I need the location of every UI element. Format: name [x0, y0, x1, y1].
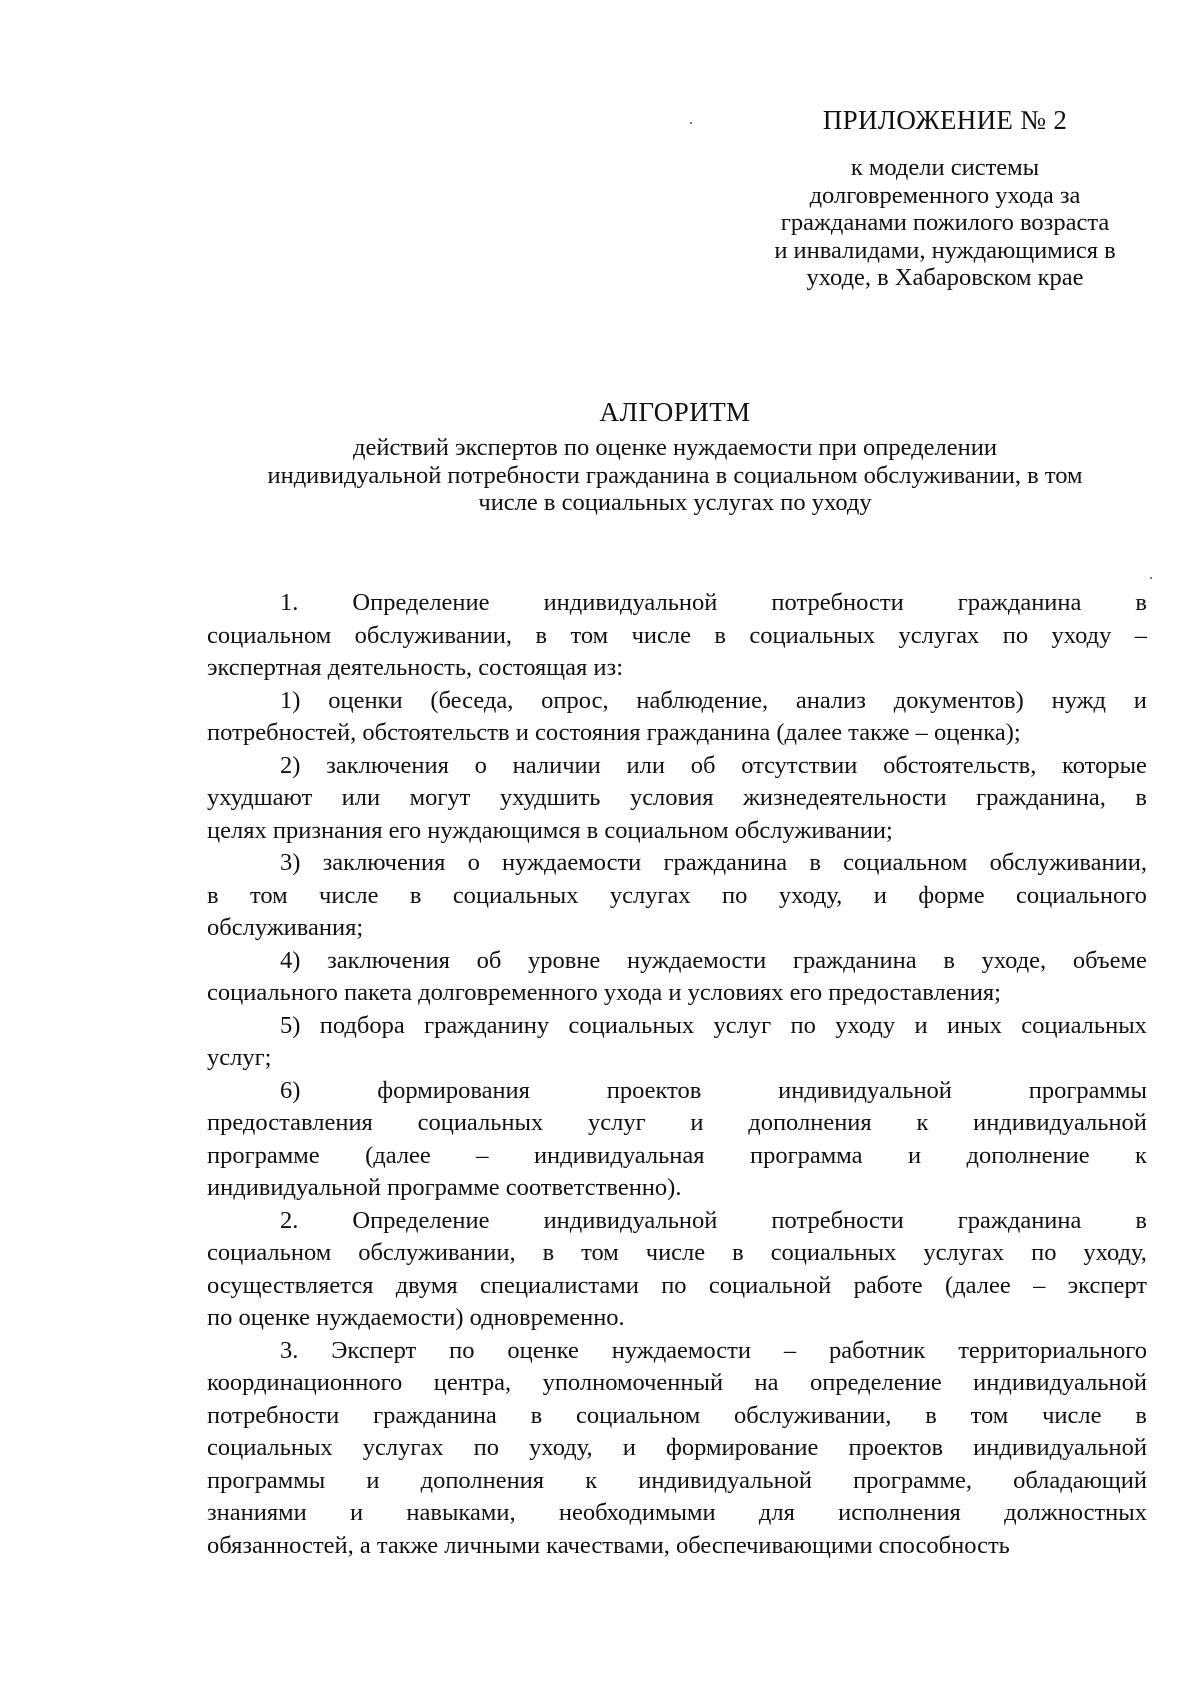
word: в — [530, 1401, 543, 1429]
word: иных — [946, 1011, 1002, 1039]
word: социальных — [452, 881, 579, 909]
word: 2) — [280, 751, 301, 779]
word: уровне — [528, 946, 601, 974]
word: индивидуальной — [973, 1434, 1147, 1461]
word: дополнения — [748, 1109, 872, 1136]
word: и — [1133, 686, 1147, 714]
paragraph-line — [207, 1075, 1147, 1108]
word: специалистами — [479, 1271, 639, 1299]
paragraph-line: социального пакета долговременного ухода и условиях его предоставления; — [207, 979, 1001, 1006]
word: необходимыми — [558, 1499, 716, 1526]
word: в — [207, 881, 219, 909]
word: которые — [1062, 751, 1147, 779]
word: (далее — [945, 1271, 1011, 1299]
paragraph — [207, 750, 1147, 848]
paragraph-line — [207, 1107, 1147, 1140]
word: и — [622, 1434, 636, 1461]
word: нуждаемости — [611, 1336, 751, 1364]
word: в — [535, 621, 548, 649]
word: уполномоченный — [542, 1369, 724, 1396]
word: знаниями — [207, 1499, 307, 1526]
word: Эксперт — [331, 1336, 417, 1364]
paragraph-line — [207, 880, 1147, 913]
word: об — [690, 751, 716, 779]
word: в — [1135, 589, 1147, 616]
word: по — [449, 1336, 475, 1364]
word: определение — [810, 1369, 942, 1396]
appendix-line: уходе, в Хабаровском крае — [806, 264, 1084, 291]
word: для — [758, 1499, 795, 1526]
paragraph — [207, 945, 1147, 1010]
word: гражданину — [424, 1011, 550, 1039]
word: на — [754, 1369, 779, 1396]
word: нужд — [1051, 686, 1107, 714]
word: работник — [828, 1336, 926, 1364]
word: и — [907, 1141, 922, 1169]
word: наличии — [512, 751, 601, 779]
word: отсутствии — [741, 751, 858, 779]
word: социальных — [417, 1109, 544, 1136]
word: социальных — [568, 1011, 695, 1039]
word: социальном — [575, 1401, 701, 1429]
word: об — [476, 946, 502, 974]
word: программе — [207, 1141, 320, 1169]
word: по — [790, 1011, 816, 1039]
word: и — [914, 1011, 928, 1039]
word: форме — [918, 881, 985, 909]
word: потребности — [771, 589, 904, 616]
word: по — [1031, 1239, 1057, 1266]
word: обслуживании, — [989, 849, 1147, 876]
word: потребности — [207, 1401, 340, 1429]
word: к — [1135, 1141, 1147, 1169]
word: в — [809, 849, 821, 876]
document-subtitle — [200, 434, 1150, 517]
word: проектов — [848, 1434, 944, 1461]
word: 4) — [280, 946, 301, 974]
word: наблюдение, — [636, 686, 769, 714]
word: том — [249, 881, 288, 909]
paragraph — [207, 847, 1147, 945]
word: заключения — [322, 849, 446, 876]
paragraph-line — [207, 1205, 1147, 1238]
word: 5) — [280, 1011, 301, 1039]
word: программы — [1028, 1076, 1147, 1104]
word: центра, — [433, 1369, 512, 1396]
subtitle-line: действий экспертов по оценке нуждаемости при определении — [353, 434, 997, 461]
word: дополнения — [420, 1466, 545, 1494]
paragraph-line — [207, 782, 1147, 815]
paragraph-line — [207, 1400, 1147, 1433]
word: программе, — [853, 1466, 972, 1494]
paragraph-line — [207, 1465, 1147, 1498]
word: к — [585, 1466, 598, 1494]
word: в — [925, 1401, 937, 1429]
word: обстоятельств, — [883, 751, 1037, 779]
paragraph-line: услуг; — [207, 1044, 272, 1071]
word: в — [1135, 1206, 1147, 1234]
word: предоставления — [207, 1109, 373, 1136]
word: объеме — [1072, 946, 1147, 974]
word: индивидуальной — [778, 1076, 952, 1104]
subtitle-line: индивидуальной потребности гражданина в социальном обслуживании, в том — [267, 461, 1083, 489]
paragraph-line: обязанностей, а также личными качествами, обеспечивающими способность — [207, 1531, 1010, 1559]
word: том — [581, 1239, 619, 1266]
appendix-title: ПРИЛОЖЕНИЕ № 2 — [822, 105, 1068, 135]
word: исполнения — [838, 1499, 961, 1526]
word: в — [943, 946, 955, 974]
word: уходу — [835, 1011, 896, 1039]
word: уходу, — [778, 881, 843, 909]
word: по — [473, 1434, 500, 1461]
paragraph-line: потребностей, обстоятельств и состояния гражданина (далее также – оценка); — [207, 719, 1021, 746]
word: формирование — [666, 1434, 819, 1461]
word: услуг — [587, 1109, 646, 1136]
word: Определение — [352, 1206, 490, 1234]
word: гражданина, — [976, 784, 1106, 811]
word: 1) — [280, 686, 301, 714]
word: индивидуальной — [543, 589, 718, 616]
word: индивидуальная — [533, 1141, 705, 1169]
word: – — [1033, 1271, 1046, 1299]
appendix-line: долговременного ухода за — [809, 181, 1081, 209]
word: социальном — [207, 621, 332, 649]
word: нуждаемости — [627, 946, 767, 974]
word: социальном — [207, 1239, 332, 1266]
word: или — [626, 751, 665, 779]
word: обслуживании, — [358, 1239, 516, 1266]
subtitle-line: числе в социальных услугах по уходу — [478, 489, 872, 516]
word: обслуживании, — [354, 621, 513, 649]
word: уходу — [1051, 621, 1112, 649]
word: социальных — [207, 1434, 333, 1461]
word: 3) — [280, 849, 301, 876]
word: индивидуальной — [973, 1109, 1147, 1136]
word: проектов — [606, 1076, 702, 1104]
paragraph-line — [207, 1367, 1147, 1400]
word: гражданина — [957, 589, 1082, 616]
paragraph-line — [207, 1432, 1147, 1465]
word: – — [783, 1336, 797, 1364]
word: Определение — [352, 589, 490, 616]
word: условия — [629, 784, 714, 811]
word: и — [690, 1109, 704, 1136]
word: в — [1135, 1401, 1147, 1429]
paragraph-line — [207, 1497, 1147, 1530]
word: в — [714, 621, 726, 649]
paragraph-line — [207, 587, 1147, 620]
paragraph-line: обслуживания; — [207, 914, 364, 941]
word: заключения — [326, 751, 449, 779]
word: нуждаемости — [502, 849, 642, 876]
word: 2. — [280, 1206, 299, 1234]
word: социального — [1016, 881, 1147, 909]
paragraph — [207, 1205, 1147, 1335]
appendix-line: гражданами пожилого возраста — [780, 209, 1110, 236]
word: к — [916, 1109, 929, 1136]
paragraph-line — [207, 1237, 1147, 1270]
word: в — [732, 1239, 744, 1266]
word: услуг — [713, 1011, 772, 1039]
document-body — [207, 587, 1147, 1562]
word: осуществляется — [207, 1271, 374, 1299]
word: навыками, — [406, 1499, 516, 1526]
word: дополнение — [966, 1141, 1090, 1169]
word: территориального — [958, 1336, 1147, 1364]
scan-speck — [1150, 577, 1152, 579]
word: социальных — [1021, 1011, 1147, 1039]
word: о — [474, 751, 487, 779]
paragraph-line — [207, 685, 1147, 718]
document-title: АЛГОРИТМ — [599, 397, 751, 427]
word: услугах — [898, 621, 980, 649]
appendix-block — [745, 104, 1145, 292]
word: и — [350, 1499, 364, 1526]
word: – — [476, 1141, 489, 1169]
word: уходе, — [981, 946, 1047, 974]
word: о — [467, 849, 480, 876]
word: том — [970, 1401, 1009, 1429]
word: 1. — [280, 589, 299, 616]
word: ухудшают — [207, 784, 313, 811]
paragraph-line: по оценке нуждаемости) одновременно. — [207, 1304, 625, 1331]
paragraph — [207, 1335, 1147, 1563]
word: программа — [750, 1141, 863, 1169]
paragraph-line — [207, 1335, 1147, 1368]
word: заключения — [327, 946, 450, 974]
word: программы — [207, 1466, 326, 1494]
word: могут — [409, 784, 471, 811]
word: в — [409, 881, 422, 909]
word: обладающий — [1013, 1466, 1147, 1494]
paragraph — [207, 1075, 1147, 1205]
word: двумя — [395, 1271, 458, 1299]
word: индивидуальной — [638, 1466, 813, 1494]
word: социальном — [843, 849, 968, 876]
appendix-line: и инвалидами, нуждающимися в — [774, 236, 1116, 264]
paragraph-line — [207, 620, 1147, 653]
word: числе — [645, 1239, 706, 1266]
word: том — [570, 621, 609, 649]
paragraph — [207, 685, 1147, 750]
word: работе — [853, 1271, 923, 1299]
word: формирования — [377, 1076, 530, 1104]
paragraph-line — [207, 1010, 1147, 1043]
paragraph-line — [207, 750, 1147, 783]
scan-speck — [690, 122, 692, 124]
word: оценки — [328, 686, 403, 714]
word: числе — [319, 881, 379, 909]
word: по — [661, 1271, 687, 1299]
paragraph-line — [207, 847, 1147, 880]
word: социальных — [770, 1239, 897, 1266]
word: 3. — [280, 1336, 299, 1364]
word: уходу, — [1083, 1239, 1147, 1266]
word: в — [542, 1239, 555, 1266]
word: гражданина — [957, 1206, 1082, 1234]
word: социальных — [749, 621, 876, 649]
word: по — [1002, 621, 1029, 649]
word: и — [873, 881, 887, 909]
appendix-line: к модели системы — [850, 154, 1040, 181]
word: гражданина — [792, 946, 917, 974]
word: (беседа, — [430, 686, 514, 714]
word: документов) — [893, 686, 1024, 714]
word: индивидуальной — [543, 1206, 718, 1234]
word: 6) — [280, 1076, 301, 1104]
word: в — [1135, 784, 1147, 811]
word: социальной — [708, 1271, 832, 1299]
word: эксперт — [1067, 1271, 1147, 1299]
word: потребности — [771, 1206, 904, 1234]
word: (далее — [365, 1141, 431, 1169]
paragraph-line: индивидуальной программе соответственно). — [207, 1174, 682, 1201]
word: – — [1134, 621, 1147, 649]
word: числе — [1042, 1401, 1102, 1429]
word: или — [341, 784, 381, 811]
paragraph — [207, 587, 1147, 685]
paragraph-line: целях признания его нуждающимся в социальном обслуживании; — [207, 816, 893, 844]
word: гражданина — [373, 1401, 497, 1429]
word: подбора — [319, 1011, 405, 1039]
word: уходу, — [529, 1434, 593, 1461]
paragraph-line — [207, 1140, 1147, 1173]
word: оценке — [507, 1336, 579, 1364]
word: услугах — [609, 881, 691, 909]
word: анализ — [795, 686, 866, 714]
paragraph-line — [207, 945, 1147, 978]
word: числе — [631, 621, 691, 649]
word: по — [722, 881, 748, 909]
paragraph — [207, 1010, 1147, 1075]
word: обслуживании, — [734, 1401, 892, 1429]
word: опрос, — [541, 686, 609, 714]
paragraph-line: экспертная деятельность, состоящая из: — [207, 654, 624, 681]
word: жизнедеятельности — [742, 784, 947, 811]
word: и — [366, 1466, 380, 1494]
paragraph-line — [207, 1270, 1147, 1303]
word: ухудшить — [499, 784, 601, 811]
word: индивидуальной — [973, 1369, 1147, 1396]
word: должностных — [1004, 1499, 1147, 1526]
word: координационного — [207, 1369, 403, 1396]
word: услугах — [923, 1239, 1005, 1266]
word: услугах — [362, 1434, 444, 1461]
word: гражданина — [663, 849, 788, 876]
